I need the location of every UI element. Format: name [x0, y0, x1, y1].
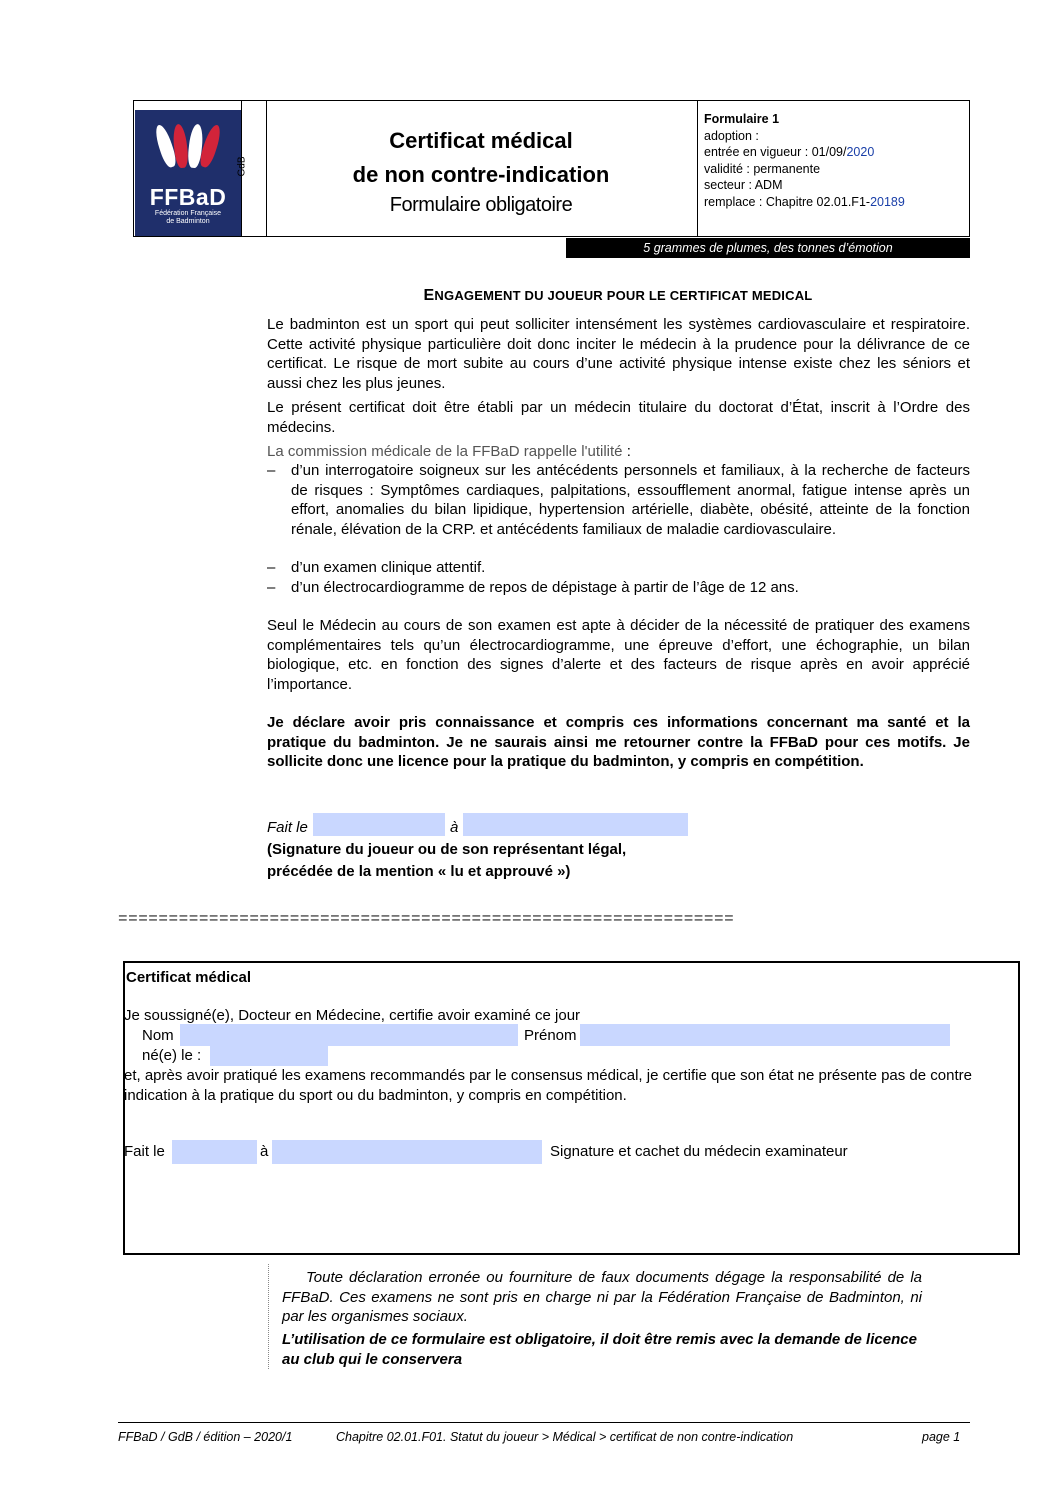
note-divider: [268, 1264, 270, 1369]
paragraph-commission: La commission médicale de la FFBaD rappelle l'utilité :: [267, 443, 631, 460]
certificate-title: Certificat médical: [126, 969, 252, 986]
nom-label: Nom: [142, 1027, 174, 1044]
form-metadata: [704, 111, 964, 210]
list-item: – d’un électrocardiogramme de repos de dépistage à partir de l’âge de 12 ans.: [267, 579, 799, 596]
player-date-field[interactable]: [313, 813, 445, 836]
adoption: adoption :: [704, 128, 759, 143]
fait-le-label: Fait le: [267, 819, 308, 836]
player-place-field[interactable]: [463, 813, 688, 836]
entree-en-vigueur: entrée en vigueur : 01/09/2020: [704, 145, 875, 159]
ffbad-logo: [135, 110, 241, 236]
page-title: Certificat médical de non contre-indication: [352, 128, 610, 187]
form-number: Formulaire 1: [704, 112, 780, 126]
cert-date-field[interactable]: [172, 1140, 257, 1164]
separator: =============================================================: [118, 910, 735, 928]
signature-instruction: (Signature du joueur ou de son représentant légal,: [267, 841, 627, 858]
cert-place-field[interactable]: [272, 1140, 542, 1164]
nom-field[interactable]: [180, 1024, 518, 1046]
certificate-conclusion: et, après avoir pratiqué les examens recommandés par le consensus médical, je certifie que son état ne présente pas de contre indication à la pratique du sport ou du badminton, y compris en compétition.: [124, 1067, 972, 1104]
gdb-label-cell: [236, 101, 267, 236]
remplace: remplace : Chapitre 02.01.F1-20189: [704, 194, 905, 209]
slogan-banner: 5 grammes de plumes, des tonnes d’émotion: [566, 238, 970, 258]
prenom-field[interactable]: [580, 1024, 950, 1046]
doctor-signature-label: Signature et cachet du médecin examinateur: [550, 1143, 848, 1160]
page-subtitle: Formulaire obligatoire: [389, 194, 573, 216]
mandatory-note: L’utilisation de ce formulaire est obligatoire, il doit être remis avec la demande de licence au club qui le conservera: [282, 1331, 917, 1368]
validite: validité : permanente: [704, 161, 821, 176]
signature-mention: précédée de la mention « lu et approuvé »): [267, 863, 571, 880]
logo-text: FFBaD: [149, 184, 227, 210]
cert-a-label: à: [260, 1143, 269, 1160]
disclaimer-note: Toute déclaration erronée ou fourniture de faux documents dégage la responsabilité de la FFBaD. Ces examens ne sont pris en charge ni par la Fédération Française de Badminton, ni par les organismes sociaux.: [282, 1269, 922, 1325]
birthdate-field[interactable]: [210, 1046, 328, 1066]
paragraph-medecin: Seul le Médecin au cours de son examen est apte à décider de la nécessité de pratiquer des examens complémentaires tels qu’un électrocardiogramme, une épreuve d’effort, une échographie, un bilan biologique, etc. en fonction des signes d’alerte et des facteurs de risque après en avoir apprécié l’importance.: [267, 617, 970, 693]
list-item: – d’un examen clinique attentif.: [267, 559, 486, 576]
gdb-label: GdB: [236, 156, 248, 177]
cert-fait-le-label: Fait le: [124, 1143, 165, 1160]
paragraph-risk: Le badminton est un sport qui peut solliciter intensément les systèmes cardiovasculaire et respiratoire. Cette activité physique particulière doit donc inciter le médecin à la prudence pour la délivrance de ce certificat. Le risque de mort subite au cours d’une activité physique intense existe chez les séniors et aussi chez les plus jeunes.: [267, 316, 970, 392]
footer-chapter: Chapitre 02.01.F01. Statut du joueur > Médical > certificat de non contre-indication: [336, 1430, 794, 1444]
list-item: – d’un interrogatoire soigneux sur les antécédents personnels et familiaux, à la recherche de facteurs de risques : Symptômes cardiaques, palpitations, essoufflement anormal, fatigue intense après un effort, anomalies du bilan lipidique, hypertension artérielle, diabète, obésité, atteinte de la fonction rénale, élévation de la CRP. et antécédents familiaux de maladie cardiovasculaire.: [267, 462, 970, 538]
certificate-intro: Je soussigné(e), Docteur en Médecine, certifie avoir examiné ce jour: [124, 1007, 581, 1024]
paragraph-doctor: Le présent certificat doit être établi par un médecin titulaire du doctorat d’État, inscrit à l’Ordre des médecins.: [267, 399, 970, 436]
footer-divider: [118, 1422, 970, 1423]
footer-edition: FFBaD / GdB / édition – 2020/1: [118, 1430, 293, 1444]
a-label: à: [450, 819, 459, 836]
header-divider: [697, 101, 698, 236]
logo-subtitle: Fédération Française de Badminton: [154, 210, 222, 225]
prenom-label: Prénom: [524, 1027, 577, 1044]
engagement-title: ENGAGEMENT DU JOUEUR POUR LE CERTIFICAT MEDICAL: [423, 287, 813, 304]
page-number: page 1: [922, 1430, 961, 1444]
declaration: Je déclare avoir pris connaissance et compris ces informations concernant ma santé et la pratique du badminton. Je ne saurais ainsi me retourner contre la FFBaD pour ces motifs. Je sollicite donc une licence pour la pratique du badminton, y compris en compétition.: [267, 714, 970, 770]
ne-le-label: né(e) le :: [142, 1047, 202, 1064]
secteur: secteur : ADM: [704, 178, 783, 192]
